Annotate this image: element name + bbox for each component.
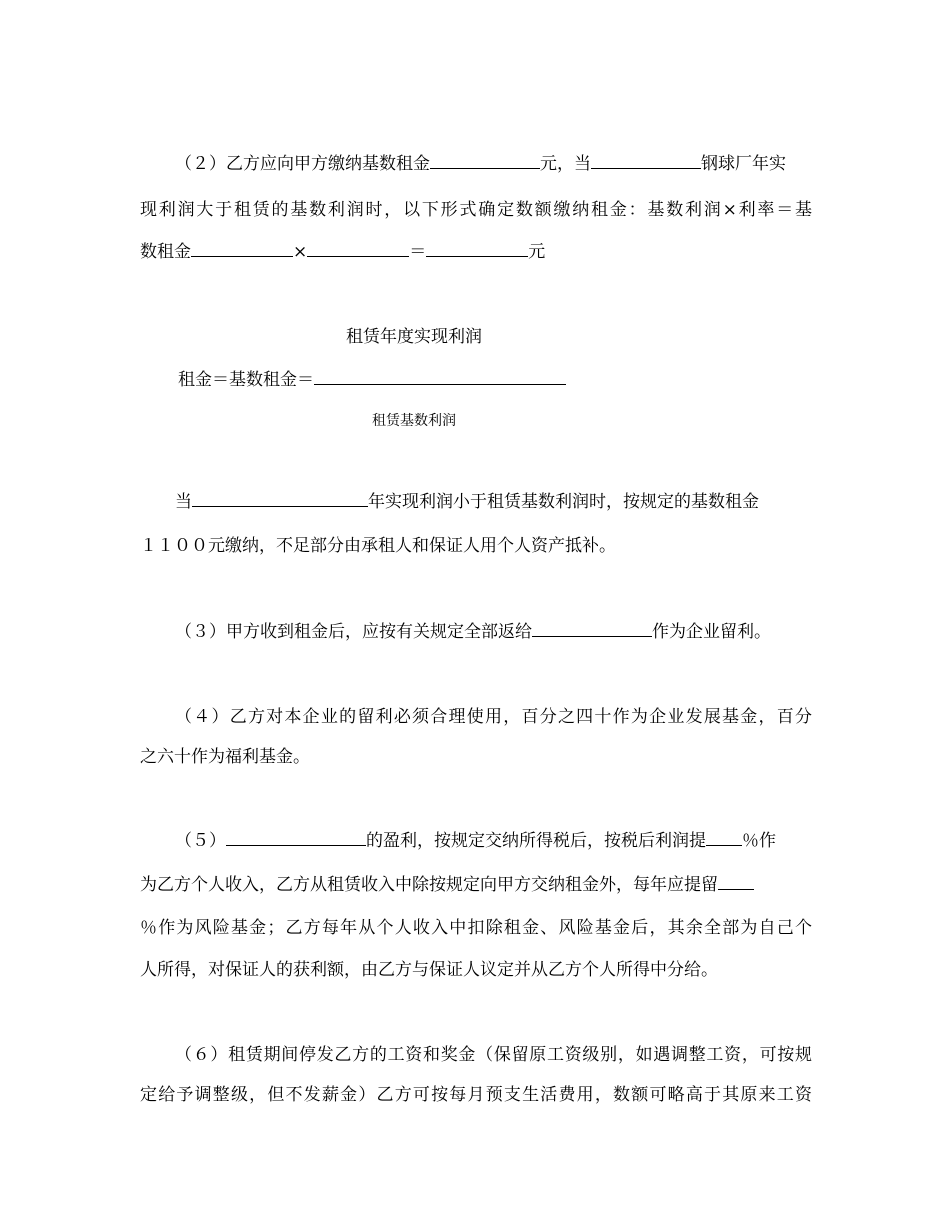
p5-text-b: 的盈利，按规定交纳所得税后，按税后利润提 <box>366 831 706 851</box>
when-line-1 <box>175 490 812 514</box>
p5-percent-blank <box>706 829 742 846</box>
p2-line-2: 现利润大于租赁的基数利润时，以下形式确定数额缴纳租金：基数利润×利率＝基 <box>140 200 812 220</box>
base-profit-blank <box>191 240 293 257</box>
formula-denominator: 租赁基数利润 <box>372 413 456 429</box>
p5-line-1 <box>175 829 812 853</box>
when-text-a: 当 <box>175 492 192 512</box>
when-text-b: 年实现利润小于租赁基数利润时，按规定的基数租金 <box>368 492 759 512</box>
p3-text-a: （３）甲方收到租金后，应按有关规定全部返给 <box>175 622 532 642</box>
p5-line-3: ％作为风险基金；乙方每年从个人收入中扣除租金、风险基金后，其余全部为自己个 <box>140 918 812 938</box>
p2-text-b: 元，当 <box>540 154 591 174</box>
when-line-2: １１００元缴纳，不足部分由承租人和保证人用个人资产抵补。 <box>140 536 616 556</box>
p3-text-b: 作为企业留利。 <box>652 622 771 642</box>
p2-text-c: 钢球厂年实 <box>701 154 786 174</box>
rent-amount-blank <box>430 152 540 169</box>
p6-line-2: 定给予调整级，但不发薪金）乙方可按每月预支生活费用，数额可略高于其原来工资 <box>140 1085 812 1105</box>
p4-line-2: 之六十作为福利基金。 <box>140 747 310 767</box>
p4-line-1: （４）乙方对本企业的留利必须合理使用，百分之四十作为企业发展基金，百分 <box>175 707 812 727</box>
year-blank <box>591 152 701 169</box>
result-blank <box>426 240 528 257</box>
p2-text-a: （２）乙方应向甲方缴纳基数租金 <box>175 154 430 174</box>
fraction-bar <box>314 368 566 385</box>
p6-line-1: （６）租赁期间停发乙方的工资和奖金（保留原工资级别，如遇调整工资，可按规 <box>175 1045 812 1065</box>
p5-line-4: 人所得，对保证人的获利额，由乙方与保证人议定并从乙方个人所得中分给。 <box>140 960 718 980</box>
p2-text-d: 数租金 <box>140 242 191 262</box>
equals-sign: ＝ <box>409 242 427 262</box>
p2-line-3 <box>140 240 812 264</box>
p5-line-2 <box>140 873 812 897</box>
p5-text-c: ％作 <box>742 831 776 851</box>
when-year-blank <box>192 490 368 507</box>
times-sign: × <box>293 242 308 262</box>
p5-entity-blank <box>226 829 366 846</box>
yuan-unit: 元 <box>528 242 546 262</box>
formula-lhs: 租金＝基数租金＝ <box>178 370 314 390</box>
formula-numerator: 租赁年度实现利润 <box>346 327 482 347</box>
p5-text-a: （５） <box>175 831 226 851</box>
p5-risk-blank <box>718 873 754 890</box>
p3-line <box>175 620 812 644</box>
p3-blank <box>532 620 652 637</box>
p2-line-1 <box>175 152 812 176</box>
rate-blank <box>307 240 409 257</box>
p5-text-d: 为乙方个人收入，乙方从租赁收入中除按规定向甲方交纳租金外，每年应提留 <box>140 875 718 895</box>
formula-line <box>178 368 598 392</box>
